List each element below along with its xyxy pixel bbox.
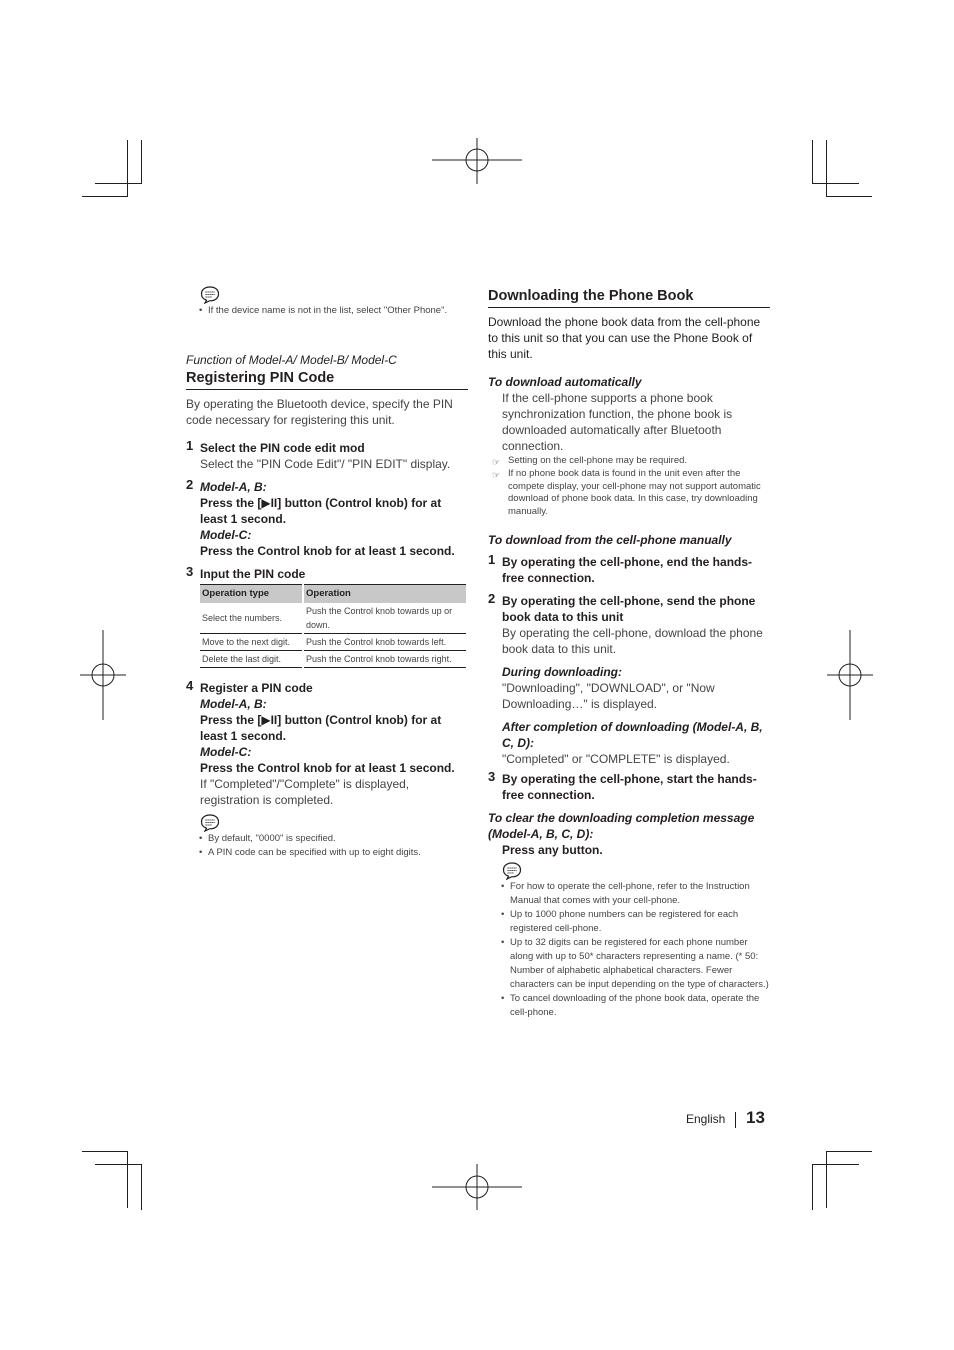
language-label: English [686, 1112, 726, 1126]
table-cell: Push the Control knob towards up or down. [304, 603, 466, 634]
step-4 [186, 680, 468, 808]
hint-text: Setting on the cell-phone may be required. [508, 455, 688, 466]
step-number: 1 [488, 552, 496, 567]
step-text: Press the Control knob for at least 1 second. [200, 761, 455, 775]
note-item: • A PIN code can be specified with up to eight digits. [186, 846, 468, 860]
step-number: 3 [186, 564, 194, 579]
model-label: Model-A, B: [200, 697, 267, 711]
step-text: Press the [▶II] button (Control knob) for at least 1 second. [200, 496, 442, 526]
step-title: Input the PIN code [200, 567, 306, 581]
note-text: • If the device name is not in the list, select "Other Phone". [186, 304, 468, 318]
step-number: 2 [488, 591, 496, 606]
note-icon [200, 286, 220, 304]
table-cell: Push the Control knob towards right. [304, 651, 466, 668]
note-icon [200, 814, 220, 832]
left-column [186, 286, 468, 860]
after-heading: After completion of downloading (Model-A, B, C, D): [502, 720, 763, 750]
page-number: 13 [746, 1108, 765, 1127]
registration-mark-right [827, 628, 873, 722]
registration-mark-bottom [430, 1164, 524, 1210]
step-1 [186, 440, 468, 472]
manual-step-1 [488, 554, 770, 586]
step-text: By operating the cell-phone, download the phone book data to this unit. [502, 626, 763, 656]
model-label: Model-C: [200, 745, 252, 759]
subheading-clear: To clear the downloading completion message (Model-A, B, C, D): [488, 811, 755, 841]
step-text: By operating the cell-phone, end the hands-free connection. [502, 555, 753, 585]
during-heading: During downloading: [502, 665, 622, 679]
step-number: 2 [186, 477, 194, 492]
operation-table [198, 584, 468, 668]
step-2 [186, 479, 468, 559]
step-title: Register a PIN code [200, 681, 313, 695]
table-header: Operation type [200, 584, 302, 603]
auto-text: If the cell-phone supports a phone book synchronization function, the phone book is downloaded automatically after Bluetooth connection. [502, 391, 733, 453]
note-item: • Up to 32 digits can be registered for each phone number along with up to 50* characters representing a name. (* 50: Number of alphabetic alphabetical characters. Fewer characters can be input depending on the type of characters.) [488, 936, 770, 992]
manual-step-2 [488, 593, 770, 767]
table-row [200, 634, 466, 651]
section-intro: By operating the Bluetooth device, specify the PIN code necessary for registering this unit. [186, 397, 453, 427]
step-text: By operating the cell-phone, start the hands-free connection. [502, 772, 757, 802]
registration-mark-top [430, 138, 524, 184]
step-title: Select the PIN code edit mod [200, 441, 365, 455]
after-text: "Completed" or "COMPLETE" is displayed. [502, 752, 730, 766]
step-text: Select the "PIN Code Edit"/ "PIN EDIT" display. [200, 457, 451, 471]
step-title: By operating the cell-phone, send the phone book data to this unit [502, 594, 756, 624]
registration-mark-left [80, 628, 126, 722]
note-item: • By default, "0000" is specified. [186, 832, 468, 846]
table-cell: Delete the last digit. [200, 651, 302, 668]
table-cell: Select the numbers. [200, 603, 302, 634]
clear-text: Press any button. [502, 843, 603, 857]
section-title-phonebook: Downloading the Phone Book [488, 286, 770, 308]
note-icon [502, 862, 522, 880]
hint-item [488, 454, 770, 468]
table-cell: Push the Control knob towards left. [304, 634, 466, 651]
model-label: Model-A, B: [200, 480, 267, 494]
note-item: • For how to operate the cell-phone, refer to the Instruction Manual that comes with your cell-phone. [488, 880, 770, 908]
table-header: Operation [304, 584, 466, 603]
table-row [200, 651, 466, 668]
step-text: Press the [▶II] button (Control knob) for at least 1 second. [200, 713, 442, 743]
step-number: 1 [186, 438, 194, 453]
step-number: 4 [186, 678, 194, 693]
during-text: "Downloading", "DOWNLOAD", or "Now Downloading…" is displayed. [502, 681, 715, 711]
footer-separator [735, 1112, 736, 1128]
table-cell: Move to the next digit. [200, 634, 302, 651]
right-column [488, 286, 770, 1020]
pointing-hand-icon: ☞ [492, 457, 501, 467]
table-row [200, 603, 466, 634]
step-result: If "Completed"/"Complete" is displayed, registration is completed. [200, 777, 410, 807]
pointing-hand-icon: ☞ [492, 470, 501, 480]
function-label: Function of Model-A/ Model-B/ Model-C [186, 353, 397, 367]
section-intro: Download the phone book data from the cell-phone to this unit so that you can use the Phone Book of this unit. [488, 315, 761, 361]
note-item: • To cancel downloading of the phone book data, operate the cell-phone. [488, 992, 770, 1020]
model-label: Model-C: [200, 528, 252, 542]
section-title-pin: Registering PIN Code [186, 368, 468, 390]
manual-step-3 [488, 771, 770, 803]
hint-item [488, 468, 770, 518]
hint-text: If no phone book data is found in the unit even after the compete display, your cell-phone may not support automatic download of phone book data. In this case, try downloading manually. [508, 468, 761, 517]
step-text: Press the Control knob for at least 1 second. [200, 544, 455, 558]
subheading-manual: To download from the cell-phone manually [488, 533, 732, 547]
subheading-auto: To download automatically [488, 375, 642, 389]
note-item: • Up to 1000 phone numbers can be registered for each registered cell-phone. [488, 908, 770, 936]
step-number: 3 [488, 769, 496, 784]
step-3 [186, 566, 468, 582]
